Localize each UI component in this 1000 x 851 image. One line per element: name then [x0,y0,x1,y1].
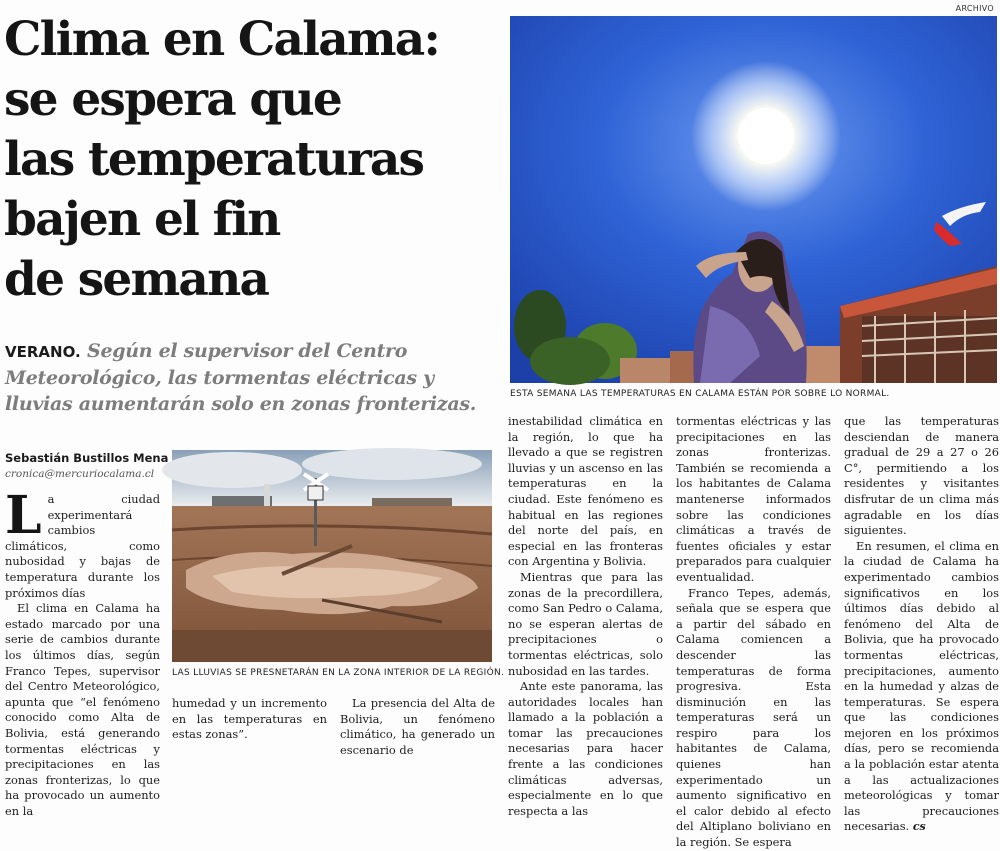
body-column-1 [5,485,160,818]
headline-line: bajen el fin [4,192,280,247]
main-photo [510,16,997,383]
body-paragraph: En resumen, el clima en la ciudad de Calama ha experimentado cambios significativos en los últimos días debido al fenómeno del Alta de Bolivia, que ha provocado tormentas eléctricas, precipitaciones, aumento en la humedad y alzas de temperaturas. Se espera que las condiciones mejoren en los próximos días, pero se recomienda a la población estar atenta a las actualizaciones meteorológicas y tomar las precauciones necesarias. cs [844,538,999,834]
headline-line: las temperaturas [4,132,424,187]
dropcap: L [5,485,42,546]
headline-line: Clima en Calama: [4,12,440,67]
body-column-5 [844,414,999,834]
photo-credit: ARCHIVO [955,4,994,13]
body-paragraph: El clima en Calama ha estado marcado por una serie de cambios durante los últimos días, según Franco Tepes, supervisor del Centro Meteorológico, apunta que “el fenómeno conocido como Alta de Bolivia, está generando tormentas eléctricas y precipitaciones en las zonas fronterizas, lo que ha provocado un aumento en la [5,601,160,818]
body-paragraph: tormentas eléctricas y las precipitaciones en las zonas fronterizas. También se recomienda a los habitantes de Calama mantenerse informados sobre las condiciones climáticas a través de fuentes oficiales y estar preparados para cualquier eventualidad. [676,414,831,584]
body-paragraph: humedad y un incremento en las temperaturas en estas zonas”. [172,696,327,742]
deck [5,338,495,417]
byline-author: Sebastián Bustillos Mena [5,451,169,465]
puddle-photo [172,450,492,662]
end-mark: cs [912,820,926,834]
body-column-3 [508,414,663,818]
body-column-2a [172,696,327,750]
headline-line: se espera que [4,72,341,127]
body-paragraph: La ciudad experimentará cambios climáticos, como nubosidad y bajas de temperatura durante los próximos días [5,485,160,600]
body-paragraph: Franco Tepes, además, señala que se espera que a partir del sábado en Calama comiencen a descender las temperaturas de forma progresiva. Esta disminución en las temperaturas será un respiro para los habitantes de Calama, quienes han experimentado un aumento significativo en el calor debido al efecto del Altiplano boliviano en la región. Se espera [676,585,831,850]
headline [4,10,474,310]
puddle-photo-caption: LAS LLUVIAS SE PRESNETARÁN EN LA ZONA INTERIOR DE LA REGIÓN. [172,668,505,678]
body-column-2b [340,696,495,757]
body-column-4 [676,414,831,850]
body-paragraph: Ante este panorama, las autoridades locales han llamado a la población a tomar las precauciones necesarias para hacer frente a las condiciones climáticas adversas, especialmente en lo que respecta a las [508,679,663,818]
body-paragraph: La presencia del Alta de Bolivia, un fenómeno climático, ha generado un escenario de [340,696,495,757]
deck-text: Según el supervisor del Centro Meteorológico, las tormentas eléctricas y lluvias aumentarán solo en zonas fronterizas. [5,340,477,415]
byline-email: cronica@mercuriocalama.cl [5,468,155,480]
body-paragraph: inestabilidad climática en la región, lo que ha llevado a que se registren lluvias y un ascenso en las temperaturas en la ciudad. Este fenómeno es habitual en las regiones del norte del país, en especial en las fronteras con Argentina y Bolivia. [508,414,663,569]
body-paragraph: Mientras que para las zonas de la precordillera, como San Pedro o Calama, no se esperan alertas de precipitaciones o tormentas eléctricas, solo nubosidad en las tardes. [508,569,663,678]
main-photo-caption: ESTA SEMANA LAS TEMPERATURAS EN CALAMA ESTÁN POR SOBRE LO NORMAL. [510,389,890,399]
headline-line: de semana [4,252,269,307]
deck-kicker: VERANO. [5,343,81,361]
body-paragraph: que las temperaturas desciendan de manera gradual de 29 a 27 o 26 C°, permitiendo a los residentes y visitantes disfrutar de un clima más agradable en los días siguientes. [844,414,999,538]
